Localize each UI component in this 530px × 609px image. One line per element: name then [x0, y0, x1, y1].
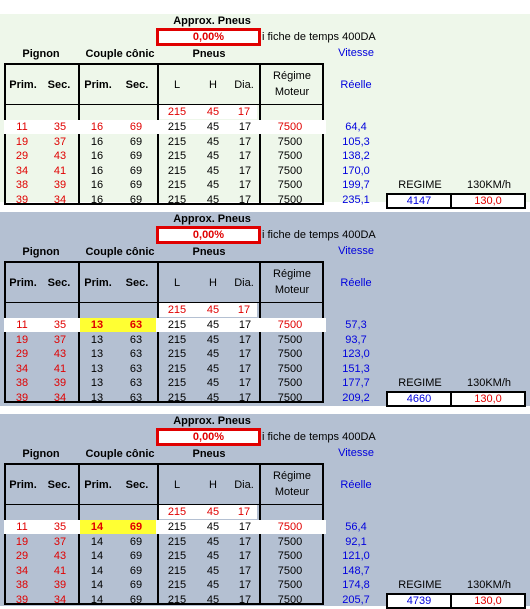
tyre-l-cell: 215 — [167, 121, 187, 133]
vitesse-reelle-cell: 64,4 — [345, 121, 367, 133]
pignon-sec-cell: 41 — [53, 564, 67, 577]
vitesse-reelle-cell: 174,8 — [342, 579, 370, 591]
regime-moteur-1: Régime — [273, 268, 311, 280]
tyre-diameter: 17 — [237, 304, 251, 316]
fiche-de-temps-label: i fiche de temps 400DA — [262, 229, 376, 241]
tyre-dia-cell: 17 — [238, 121, 252, 133]
couple-prim-cell: 14 — [90, 535, 104, 548]
tyre-l-cell: 215 — [167, 362, 187, 375]
approx-value: 0,00% — [192, 430, 225, 443]
col-dia-header: Dia. — [234, 79, 254, 91]
regime-moteur-cell: 7500 — [277, 150, 303, 162]
couple-prim-cell: 16 — [90, 179, 104, 191]
regime-moteur-cell: 7500 — [277, 179, 303, 191]
tyre-dia-cell: 17 — [238, 319, 252, 331]
couple-prim-cell: 16 — [90, 164, 104, 177]
col-prim-header: Prim. — [9, 479, 37, 491]
pignon-prim-cell: 39 — [15, 391, 29, 404]
kmh-label: 130KM/h — [466, 579, 512, 591]
vitesse-reelle-cell: 121,0 — [342, 550, 370, 562]
col-prim2-header: Prim. — [84, 277, 112, 289]
tyre-width: 215 — [167, 106, 187, 118]
tyre-l-cell: 215 — [167, 179, 187, 191]
pignon-sec-cell: 43 — [53, 550, 67, 562]
regime-moteur-cell: 7500 — [277, 333, 303, 346]
pignon-prim-cell: 19 — [15, 535, 29, 548]
kmh-value: 130,0 — [474, 392, 502, 405]
tyre-dia-cell: 17 — [238, 535, 252, 548]
pignon-sec-cell: 34 — [53, 391, 67, 404]
tyre-width: 215 — [167, 506, 187, 518]
couple-sec-cell: 63 — [129, 319, 143, 331]
tyre-l-cell: 215 — [167, 319, 187, 331]
fiche-de-temps-label: i fiche de temps 400DA — [262, 31, 376, 43]
approx-value: 0,00% — [192, 228, 225, 241]
vitesse-reelle-cell: 123,0 — [342, 348, 370, 360]
vitesse-header: Vitesse — [338, 47, 374, 59]
regime-moteur-cell: 7500 — [277, 362, 303, 375]
col-l-header: L — [173, 277, 181, 289]
pignon-sec-cell: 34 — [53, 193, 67, 206]
tyre-h-cell: 45 — [206, 593, 220, 606]
couple-prim-cell: 14 — [90, 593, 104, 606]
pneus-header: Pneus — [192, 246, 226, 258]
pignon-sec-cell: 35 — [53, 121, 67, 133]
reelle-header: Réelle — [340, 479, 372, 491]
tyre-h-cell: 45 — [206, 193, 220, 206]
couple-prim-cell: 13 — [90, 348, 104, 360]
couple-sec-cell: 69 — [129, 179, 143, 191]
tyre-l-cell: 215 — [167, 550, 187, 562]
pignon-prim-cell: 11 — [16, 521, 28, 533]
col-sec-header: Sec. — [47, 79, 71, 91]
col-sec-header: Sec. — [47, 277, 71, 289]
tyre-dia-cell: 17 — [238, 521, 252, 533]
pignon-header: Pignon — [22, 246, 60, 258]
regime-moteur-cell: 7500 — [277, 319, 303, 331]
pignon-prim-cell: 19 — [15, 333, 29, 346]
regime-label: REGIME — [398, 579, 442, 591]
vitesse-reelle-cell: 92,1 — [345, 535, 367, 548]
tyre-h-cell: 45 — [206, 121, 220, 133]
vitesse-reelle-cell: 105,3 — [342, 135, 370, 148]
tyre-dia-cell: 17 — [238, 333, 252, 346]
regime-label: REGIME — [398, 179, 442, 191]
regime-moteur-1: Régime — [273, 470, 311, 482]
pignon-sec-cell: 37 — [53, 135, 67, 148]
couple-prim-cell: 13 — [90, 333, 104, 346]
sheet-section — [0, 212, 530, 406]
couple-sec-cell: 69 — [129, 593, 143, 606]
pignon-sec-cell: 41 — [53, 362, 67, 375]
tyre-l-cell: 215 — [167, 348, 187, 360]
approx-title: Approx. Pneus — [173, 15, 251, 27]
tyre-dia-cell: 17 — [238, 593, 252, 606]
pignon-prim-cell: 29 — [15, 348, 29, 360]
vitesse-reelle-cell: 199,7 — [342, 179, 370, 191]
col-sec2-header: Sec. — [125, 79, 149, 91]
vitesse-reelle-cell: 138,2 — [342, 150, 370, 162]
couple-sec-cell: 63 — [129, 362, 143, 375]
vitesse-reelle-cell: 56,4 — [345, 521, 367, 533]
vitesse-header: Vitesse — [338, 447, 374, 459]
pignon-prim-cell: 29 — [15, 550, 29, 562]
tyre-dia-cell: 17 — [238, 362, 252, 375]
regime-moteur-1: Régime — [273, 70, 311, 82]
pignon-header: Pignon — [22, 48, 60, 60]
tyre-h-cell: 45 — [206, 164, 220, 177]
tyre-l-cell: 215 — [167, 579, 187, 591]
couple-sec-cell: 63 — [129, 333, 143, 346]
couple-prim-cell: 14 — [90, 521, 104, 533]
kmh-label: 130KM/h — [466, 179, 512, 191]
pignon-sec-cell: 35 — [53, 521, 67, 533]
col-prim2-header: Prim. — [84, 79, 112, 91]
pignon-prim-cell: 38 — [15, 579, 29, 591]
regime-moteur-cell: 7500 — [277, 521, 303, 533]
couple-header: Couple cônic — [85, 48, 155, 60]
pneus-header: Pneus — [192, 48, 226, 60]
couple-sec-cell: 63 — [129, 377, 143, 389]
pignon-sec-cell: 37 — [53, 333, 67, 346]
col-sec2-header: Sec. — [125, 277, 149, 289]
regime-moteur-2: Moteur — [274, 486, 310, 498]
pignon-prim-cell: 38 — [15, 179, 29, 191]
regime-moteur-2: Moteur — [274, 284, 310, 296]
tyre-l-cell: 215 — [167, 391, 187, 404]
tyre-h-cell: 45 — [206, 535, 220, 548]
tyre-height: 45 — [206, 304, 220, 316]
tyre-l-cell: 215 — [167, 193, 187, 206]
regime-moteur-cell: 7500 — [277, 550, 303, 562]
approx-title: Approx. Pneus — [173, 415, 251, 427]
kmh-label: 130KM/h — [466, 377, 512, 389]
pignon-prim-cell: 34 — [15, 164, 29, 177]
tyre-dia-cell: 17 — [238, 135, 252, 148]
tyre-dia-cell: 17 — [238, 550, 252, 562]
col-prim-header: Prim. — [9, 79, 37, 91]
tyre-l-cell: 215 — [167, 564, 187, 577]
pneus-header: Pneus — [192, 448, 226, 460]
col-dia-header: Dia. — [234, 277, 254, 289]
tyre-diameter: 17 — [237, 506, 251, 518]
col-prim-header: Prim. — [9, 277, 37, 289]
regime-moteur-cell: 7500 — [277, 121, 303, 133]
tyre-h-cell: 45 — [206, 564, 220, 577]
tyre-dia-cell: 17 — [238, 391, 252, 404]
pignon-prim-cell: 11 — [16, 319, 28, 331]
couple-prim-cell: 13 — [90, 319, 104, 331]
tyre-dia-cell: 17 — [238, 564, 252, 577]
col-h-header: H — [209, 79, 217, 91]
col-l-header: L — [173, 479, 181, 491]
tyre-h-cell: 45 — [206, 377, 220, 389]
regime-moteur-cell: 7500 — [277, 579, 303, 591]
pignon-sec-cell: 35 — [53, 319, 67, 331]
couple-prim-cell: 14 — [90, 579, 104, 591]
couple-sec-cell: 69 — [129, 535, 143, 548]
couple-sec-cell: 69 — [129, 121, 143, 133]
tyre-height: 45 — [206, 106, 220, 118]
pignon-prim-cell: 19 — [15, 135, 29, 148]
kmh-value: 130,0 — [474, 194, 502, 207]
couple-sec-cell: 63 — [129, 391, 143, 404]
col-sec2-header: Sec. — [125, 479, 149, 491]
couple-prim-cell: 16 — [90, 150, 104, 162]
tyre-dia-cell: 17 — [238, 179, 252, 191]
tyre-dia-cell: 17 — [238, 150, 252, 162]
approx-title: Approx. Pneus — [173, 213, 251, 225]
regime-moteur-cell: 7500 — [277, 164, 303, 177]
couple-prim-cell: 14 — [90, 550, 104, 562]
kmh-value: 130,0 — [474, 594, 502, 607]
tyre-dia-cell: 17 — [238, 193, 252, 206]
regime-value: 4739 — [406, 594, 432, 607]
tyre-l-cell: 215 — [167, 333, 187, 346]
couple-sec-cell: 69 — [129, 150, 143, 162]
tyre-height: 45 — [206, 506, 220, 518]
tyre-dia-cell: 17 — [238, 348, 252, 360]
couple-prim-cell: 14 — [90, 564, 104, 577]
couple-prim-cell: 13 — [90, 362, 104, 375]
regime-moteur-cell: 7500 — [277, 593, 303, 606]
couple-prim-cell: 16 — [90, 193, 104, 206]
tyre-h-cell: 45 — [206, 521, 220, 533]
tyre-l-cell: 215 — [167, 164, 187, 177]
col-h-header: H — [209, 479, 217, 491]
sheet-section — [0, 14, 530, 207]
tyre-h-cell: 45 — [206, 579, 220, 591]
vitesse-reelle-cell: 177,7 — [342, 377, 370, 389]
regime-moteur-cell: 7500 — [277, 377, 303, 389]
tyre-h-cell: 45 — [206, 333, 220, 346]
pignon-sec-cell: 39 — [53, 179, 67, 191]
tyre-l-cell: 215 — [167, 135, 187, 148]
couple-sec-cell: 69 — [129, 564, 143, 577]
tyre-h-cell: 45 — [206, 362, 220, 375]
regime-moteur-2: Moteur — [274, 86, 310, 98]
regime-moteur-cell: 7500 — [277, 535, 303, 548]
tyre-l-cell: 215 — [167, 521, 187, 533]
couple-sec-cell: 69 — [129, 521, 143, 533]
regime-moteur-cell: 7500 — [277, 193, 303, 206]
couple-sec-cell: 69 — [129, 135, 143, 148]
tyre-width: 215 — [167, 304, 187, 316]
pignon-sec-cell: 39 — [53, 377, 67, 389]
vitesse-reelle-cell: 151,3 — [342, 362, 370, 375]
tyre-h-cell: 45 — [206, 150, 220, 162]
tyre-h-cell: 45 — [206, 179, 220, 191]
regime-moteur-cell: 7500 — [277, 564, 303, 577]
reelle-header: Réelle — [340, 277, 372, 289]
tyre-l-cell: 215 — [167, 150, 187, 162]
vitesse-reelle-cell: 170,0 — [342, 164, 370, 177]
col-dia-header: Dia. — [234, 479, 254, 491]
col-l-header: L — [173, 79, 181, 91]
couple-header: Couple cônic — [85, 448, 155, 460]
regime-moteur-cell: 7500 — [277, 135, 303, 148]
col-sec-header: Sec. — [47, 479, 71, 491]
regime-moteur-cell: 7500 — [277, 348, 303, 360]
couple-prim-cell: 16 — [90, 135, 104, 148]
regime-moteur-cell: 7500 — [277, 391, 303, 404]
tyre-h-cell: 45 — [206, 550, 220, 562]
couple-sec-cell: 69 — [129, 579, 143, 591]
vitesse-reelle-cell: 57,3 — [345, 319, 367, 331]
couple-prim-cell: 13 — [90, 377, 104, 389]
tyre-h-cell: 45 — [206, 391, 220, 404]
regime-value: 4147 — [406, 194, 432, 207]
tyre-h-cell: 45 — [206, 348, 220, 360]
tyre-l-cell: 215 — [167, 593, 187, 606]
tyre-dia-cell: 17 — [238, 377, 252, 389]
couple-sec-cell: 63 — [129, 348, 143, 360]
vitesse-reelle-cell: 148,7 — [342, 564, 370, 577]
pignon-prim-cell: 34 — [15, 362, 29, 375]
couple-sec-cell: 69 — [129, 550, 143, 562]
vitesse-reelle-cell: 205,7 — [342, 593, 370, 606]
pignon-prim-cell: 34 — [15, 564, 29, 577]
col-prim2-header: Prim. — [84, 479, 112, 491]
pignon-sec-cell: 43 — [53, 348, 67, 360]
tyre-dia-cell: 17 — [238, 579, 252, 591]
tyre-h-cell: 45 — [206, 135, 220, 148]
pignon-header: Pignon — [22, 448, 60, 460]
regime-value: 4660 — [406, 392, 432, 405]
pignon-prim-cell: 11 — [16, 121, 28, 133]
couple-prim-cell: 13 — [90, 391, 104, 404]
sheet-section — [0, 414, 530, 606]
pignon-sec-cell: 39 — [53, 579, 67, 591]
pignon-sec-cell: 41 — [53, 164, 67, 177]
tyre-l-cell: 215 — [167, 377, 187, 389]
vitesse-reelle-cell: 235,1 — [342, 193, 370, 206]
pignon-prim-cell: 29 — [15, 150, 29, 162]
pignon-sec-cell: 43 — [53, 150, 67, 162]
pignon-sec-cell: 37 — [53, 535, 67, 548]
approx-value: 0,00% — [192, 30, 225, 43]
tyre-h-cell: 45 — [206, 319, 220, 331]
tyre-l-cell: 215 — [167, 535, 187, 548]
pignon-sec-cell: 34 — [53, 593, 67, 606]
vitesse-reelle-cell: 93,7 — [345, 333, 367, 346]
couple-prim-cell: 16 — [90, 121, 104, 133]
couple-sec-cell: 69 — [129, 164, 143, 177]
pignon-prim-cell: 39 — [15, 593, 29, 606]
couple-header: Couple cônic — [85, 246, 155, 258]
tyre-diameter: 17 — [237, 106, 251, 118]
col-h-header: H — [209, 277, 217, 289]
regime-label: REGIME — [398, 377, 442, 389]
reelle-header: Réelle — [340, 79, 372, 91]
vitesse-reelle-cell: 209,2 — [342, 391, 370, 404]
pignon-prim-cell: 38 — [15, 377, 29, 389]
vitesse-header: Vitesse — [338, 245, 374, 257]
couple-sec-cell: 69 — [129, 193, 143, 206]
pignon-prim-cell: 39 — [15, 193, 29, 206]
fiche-de-temps-label: i fiche de temps 400DA — [262, 431, 376, 443]
tyre-dia-cell: 17 — [238, 164, 252, 177]
